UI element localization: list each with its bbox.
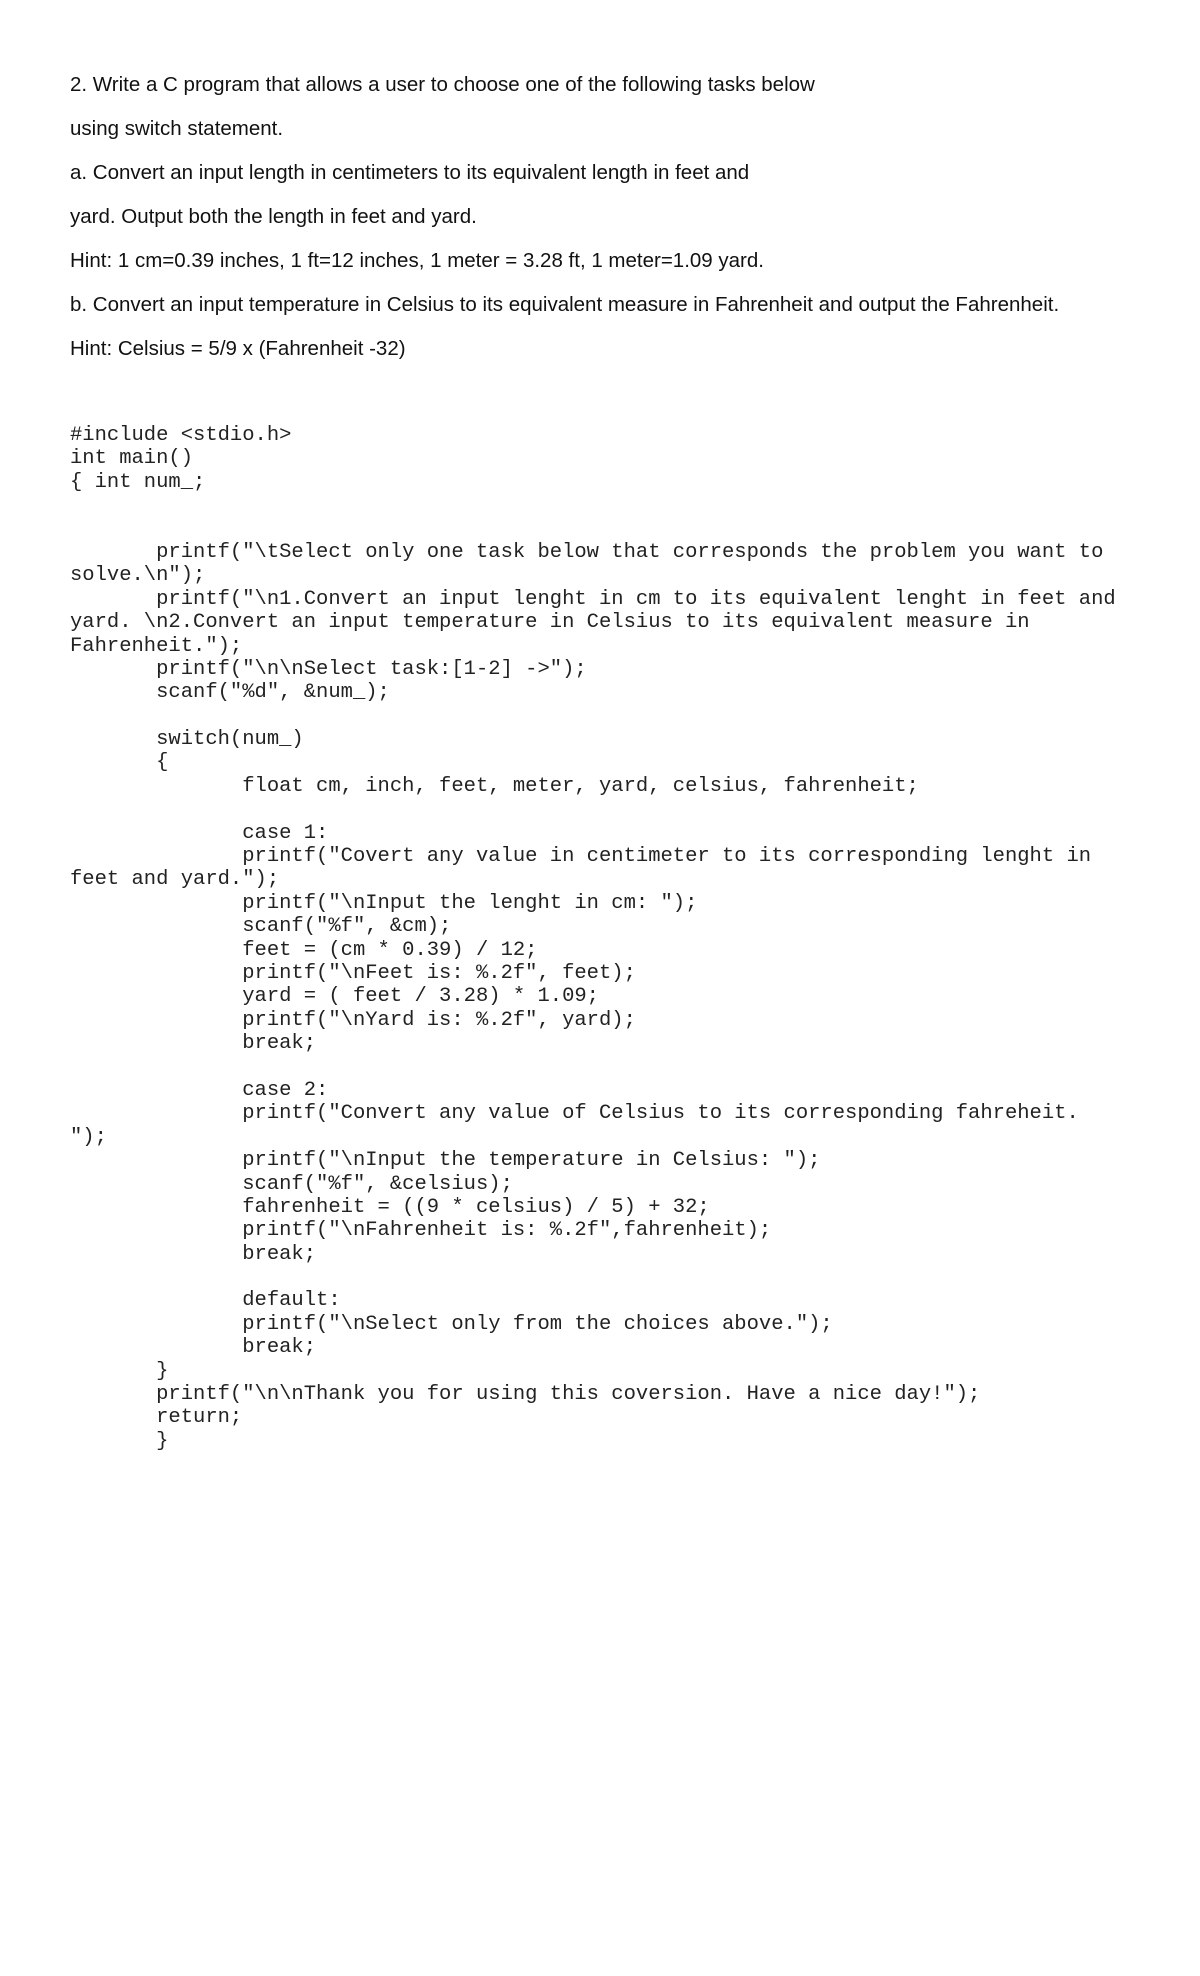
- code-line: solve.\n");: [70, 564, 206, 588]
- code-line: int main(): [70, 447, 194, 471]
- code-line: yard = ( feet / 3.28) * 1.09;: [70, 985, 599, 1009]
- code-line: case 1:: [70, 821, 329, 845]
- code-line: }: [70, 1429, 169, 1453]
- question-line: a. Convert an input length in centimeters to its equivalent length in feet and: [70, 161, 750, 184]
- code-line: [70, 494, 1160, 517]
- code-line: printf("\nInput the temperature in Celsius: ");: [70, 1149, 821, 1173]
- code-line: printf("\n\nThank you for using this coversion. Have a nice day!");: [70, 1383, 981, 1407]
- code-line: printf("\n1.Convert an input lenght in cm to its equivalent lenght in feet and: [70, 587, 1116, 611]
- code-line: printf("\nFeet is: %.2f", feet);: [70, 961, 636, 985]
- code-line: [70, 705, 1160, 728]
- question-line: yard. Output both the length in feet and yard.: [70, 205, 477, 228]
- code-line: [70, 798, 1160, 821]
- code-line: printf("Convert any value of Celsius to its corresponding fahreheit.: [70, 1102, 1079, 1126]
- code-line: switch(num_): [70, 728, 304, 752]
- code-line: printf("\nInput the lenght in cm: ");: [70, 891, 698, 915]
- code-line: printf("\nYard is: %.2f", yard);: [70, 1008, 636, 1032]
- code-block: [70, 424, 1160, 1453]
- code-line: break;: [70, 1032, 317, 1056]
- code-line: float cm, inch, feet, meter, yard, celsius, fahrenheit;: [70, 774, 919, 798]
- code-line: printf("\n\nSelect task:[1-2] ->");: [70, 657, 587, 681]
- code-line: fahrenheit = ((9 * celsius) / 5) + 32;: [70, 1195, 710, 1219]
- code-line: printf("\tSelect only one task below that corresponds the problem you want to: [70, 540, 1104, 564]
- code-line: feet = (cm * 0.39) / 12;: [70, 938, 538, 962]
- code-line: {: [70, 751, 169, 775]
- code-line: feet and yard.");: [70, 868, 280, 892]
- code-line: scanf("%f", &celsius);: [70, 1172, 513, 1196]
- code-line: return;: [70, 1406, 243, 1430]
- code-line: [70, 1266, 1160, 1289]
- hint-line: Hint: 1 cm=0.39 inches, 1 ft=12 inches, 1 meter = 3.28 ft, 1 meter=1.09 yard.: [70, 249, 764, 272]
- code-line: break;: [70, 1242, 317, 1266]
- question-line: 2. Write a C program that allows a user to choose one of the following tasks below: [70, 73, 815, 96]
- code-line: #include <stdio.h>: [70, 424, 292, 447]
- hint-line: Hint: Celsius = 5/9 x (Fahrenheit -32): [70, 337, 406, 360]
- code-line: printf("Covert any value in centimeter to its corresponding lenght in: [70, 845, 1092, 869]
- code-line: printf("\nFahrenheit is: %.2f",fahrenheit);: [70, 1219, 772, 1243]
- code-line: scanf("%f", &cm);: [70, 915, 452, 939]
- code-line: [70, 518, 1160, 541]
- question-line: b. Convert an input temperature in Celsius to its equivalent measure in Fahrenheit and output the Fahrenheit.: [70, 293, 1060, 316]
- question-text: [70, 68, 1150, 376]
- code-line: printf("\nSelect only from the choices above.");: [70, 1312, 833, 1336]
- code-line: ");: [70, 1125, 107, 1149]
- question-line: using switch statement.: [70, 117, 284, 140]
- code-line: [70, 1056, 1160, 1079]
- code-line: }: [70, 1359, 169, 1383]
- code-line: yard. \n2.Convert an input temperature in Celsius to its equivalent measure in: [70, 611, 1030, 635]
- code-line: scanf("%d", &num_);: [70, 681, 390, 705]
- code-line: default:: [70, 1289, 341, 1313]
- code-line: break;: [70, 1336, 317, 1360]
- code-line: Fahrenheit.");: [70, 634, 243, 658]
- code-line: { int num_;: [70, 470, 206, 494]
- code-line: case 2:: [70, 1078, 329, 1102]
